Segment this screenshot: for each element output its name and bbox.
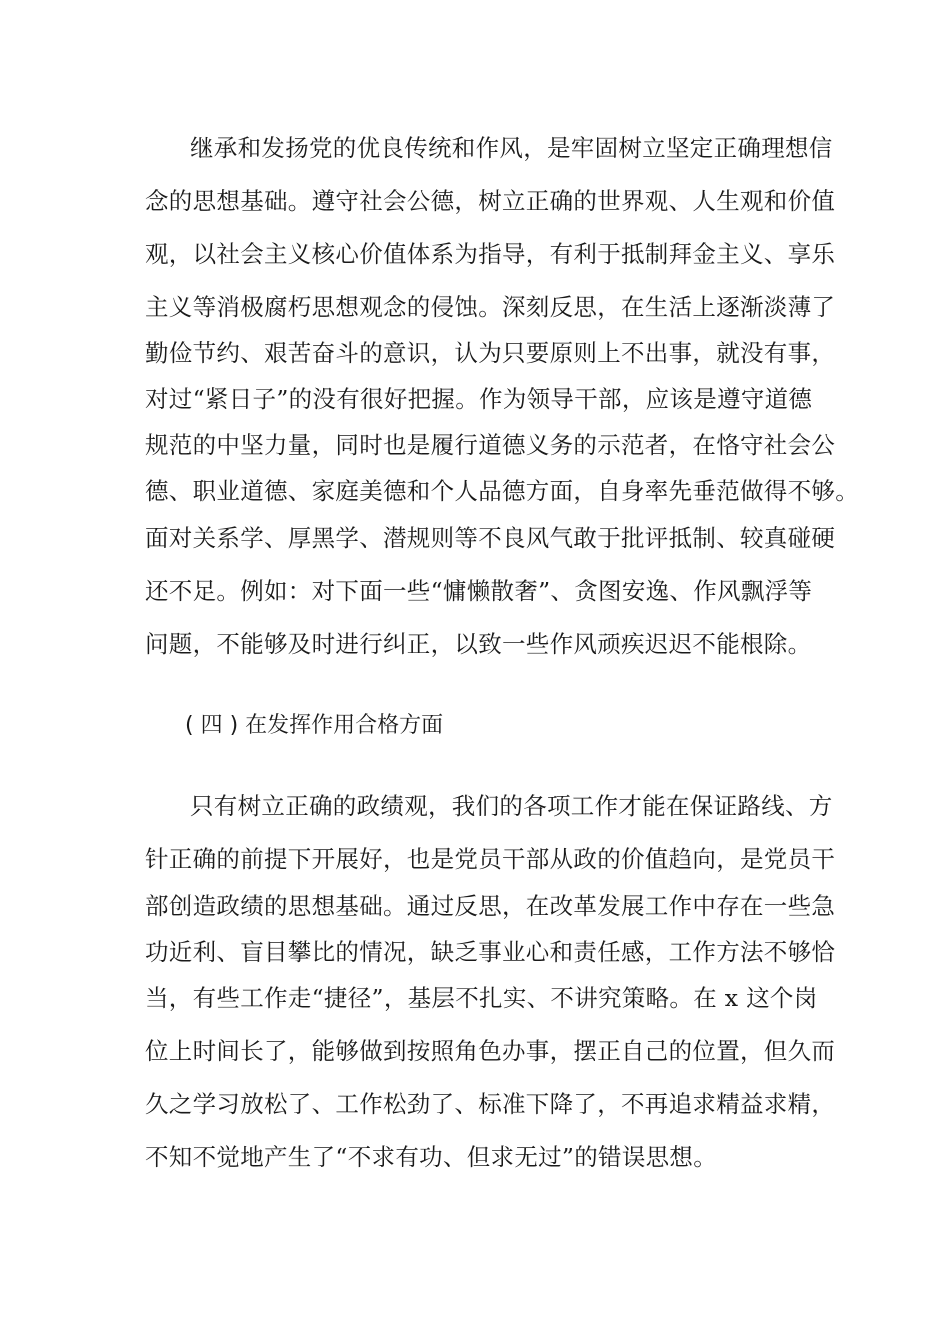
paragraph-1-line: 对过“紧日子”的没有很好把握。作为领导干部，应该是遵守道德 bbox=[145, 385, 813, 413]
paragraph-2-line: 只有树立正确的政绩观，我们的各项工作才能在保证路线、方 bbox=[190, 792, 833, 820]
paragraph-2-line: 久之学习放松了、工作松劲了、标准下降了，不再追求精益求精， bbox=[145, 1090, 836, 1118]
paragraph-2-line: 功近利、盲目攀比的情况，缺乏事业心和责任感，工作方法不够恰 bbox=[145, 938, 836, 966]
paragraph-1-line: 继承和发扬党的优良传统和作风，是牢固树立坚定正确理想信 bbox=[190, 134, 833, 162]
paragraph-2-line: 不知不觉地产生了“不求有功、但求无过”的错误思想。 bbox=[145, 1143, 718, 1171]
paragraph-2-line: 位上时间长了，能够做到按照角色办事，摆正自己的位置，但久而 bbox=[145, 1037, 836, 1065]
section-heading: ( 四 ) 在发挥作用合格方面 bbox=[185, 713, 444, 738]
paragraph-1-line: 规范的中坚力量，同时也是履行道德义务的示范者，在恪守社会公 bbox=[145, 431, 836, 459]
paragraph-2-line: 当，有些工作走“捷径”，基层不扎实、不讲究策略。在 x 这个岗 bbox=[145, 984, 818, 1012]
paragraph-1-line: 主义等消极腐朽思想观念的侵蚀。深刻反思，在生活上逐渐淡薄了 bbox=[145, 293, 836, 321]
paragraph-1-line: 问题，不能够及时进行纠正，以致一些作风顽疾迟迟不能根除。 bbox=[145, 630, 812, 658]
paragraph-2-line: 部创造政绩的思想基础。通过反思，在改革发展工作中存在一些急 bbox=[145, 892, 836, 920]
paragraph-1-line: 德、职业道德、家庭美德和个人品德方面，自身率先垂范做得不够。 bbox=[145, 477, 859, 505]
paragraph-1-line: 观，以社会主义核心价值体系为指导，有利于抵制拜金主义、享乐 bbox=[145, 240, 836, 268]
paragraph-1-line: 念的思想基础。遵守社会公德，树立正确的世界观、人生观和价值 bbox=[145, 187, 836, 215]
paragraph-1-line: 勤俭节约、艰苦奋斗的意识，认为只要原则上不出事，就没有事， bbox=[145, 339, 836, 367]
paragraph-1-line: 还不足。例如：对下面一些“慵懒散奢”、贪图安逸、作风飘浮等 bbox=[145, 577, 813, 605]
paragraph-2-line: 针正确的前提下开展好，也是党员干部从政的价值趋向，是党员干 bbox=[145, 845, 836, 873]
paragraph-1-line: 面对关系学、厚黑学、潜规则等不良风气敢于批评抵制、较真碰硬 bbox=[145, 524, 836, 552]
